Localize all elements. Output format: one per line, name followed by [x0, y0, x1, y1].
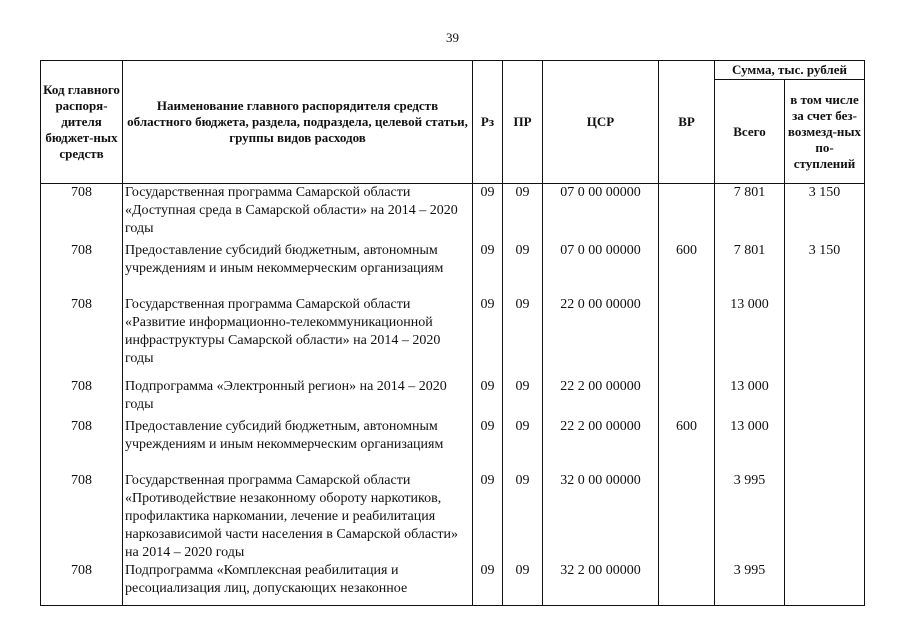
cell-name: Государственная программа Самарской области «Доступная среда в Самарской области» на 2014 – 2020 годы — [123, 184, 473, 242]
cell-grants — [785, 378, 865, 418]
cell-code: 708 — [41, 242, 123, 296]
cell-grants: 3 150 — [785, 242, 865, 296]
cell-name: Государственная программа Самарской области «Развитие информационно-телекоммуникационной инфраструктуры Самарской области» на 2014 – 2020 годы — [123, 296, 473, 378]
cell-pr: 09 — [503, 562, 543, 606]
cell-total: 3 995 — [715, 472, 785, 562]
cell-pr: 09 — [503, 296, 543, 378]
cell-vr — [659, 562, 715, 606]
cell-grants — [785, 472, 865, 562]
cell-rz: 09 — [473, 418, 503, 472]
cell-total: 13 000 — [715, 418, 785, 472]
header-csr: ЦСР — [543, 61, 659, 184]
header-rz: Рз — [473, 61, 503, 184]
cell-total: 13 000 — [715, 296, 785, 378]
header-row-top — [41, 61, 865, 80]
cell-csr: 32 0 00 00000 — [543, 472, 659, 562]
cell-rz: 09 — [473, 242, 503, 296]
table-row — [41, 378, 865, 418]
cell-csr: 32 2 00 00000 — [543, 562, 659, 606]
table-row — [41, 562, 865, 606]
cell-vr: 600 — [659, 242, 715, 296]
cell-grants — [785, 296, 865, 378]
cell-name: Подпрограмма «Электронный регион» на 2014 – 2020 годы — [123, 378, 473, 418]
cell-vr: 600 — [659, 418, 715, 472]
cell-vr — [659, 378, 715, 418]
cell-rz: 09 — [473, 184, 503, 242]
cell-name: Подпрограмма «Комплексная реабилитация и ресоциализация лиц, допускающих незаконное — [123, 562, 473, 606]
cell-code: 708 — [41, 296, 123, 378]
table-row — [41, 418, 865, 472]
header-grants: в том числе за счет без-возмезд-ных по-ступлений — [785, 80, 865, 184]
table-row — [41, 472, 865, 562]
cell-code: 708 — [41, 378, 123, 418]
header-sum: Сумма, тыс. рублей — [715, 61, 865, 80]
cell-total: 13 000 — [715, 378, 785, 418]
cell-vr — [659, 472, 715, 562]
cell-csr: 22 2 00 00000 — [543, 418, 659, 472]
cell-total: 3 995 — [715, 562, 785, 606]
cell-vr — [659, 184, 715, 242]
header-vr: ВР — [659, 61, 715, 184]
page-number: 39 — [446, 30, 459, 45]
cell-csr: 22 0 00 00000 — [543, 296, 659, 378]
table-row — [41, 296, 865, 378]
cell-vr — [659, 296, 715, 378]
header-code: Код главного распоря-дителя бюджет-ных средств — [41, 61, 123, 184]
cell-name: Предоставление субсидий бюджетным, автономным учреждениям и иным некоммерческим организациям — [123, 242, 473, 296]
cell-total: 7 801 — [715, 184, 785, 242]
table-row — [41, 242, 865, 296]
cell-rz: 09 — [473, 378, 503, 418]
cell-pr: 09 — [503, 184, 543, 242]
cell-rz: 09 — [473, 472, 503, 562]
cell-code: 708 — [41, 562, 123, 606]
cell-code: 708 — [41, 184, 123, 242]
cell-rz: 09 — [473, 296, 503, 378]
cell-pr: 09 — [503, 242, 543, 296]
cell-grants — [785, 562, 865, 606]
cell-name: Предоставление субсидий бюджетным, автономным учреждениям и иным некоммерческим организациям — [123, 418, 473, 472]
cell-rz: 09 — [473, 562, 503, 606]
cell-csr: 07 0 00 00000 — [543, 184, 659, 242]
cell-csr: 07 0 00 00000 — [543, 242, 659, 296]
cell-name: Государственная программа Самарской области «Противодействие незаконному обороту наркотиков, профилактика наркомании, лечение и реабилитация наркозависимой части населения в Самарской области» на 2014 – 2020 годы — [123, 472, 473, 562]
cell-total: 7 801 — [715, 242, 785, 296]
cell-code: 708 — [41, 472, 123, 562]
cell-grants: 3 150 — [785, 184, 865, 242]
header-pr: ПР — [503, 61, 543, 184]
header-total: Всего — [715, 80, 785, 184]
cell-pr: 09 — [503, 472, 543, 562]
cell-code: 708 — [41, 418, 123, 472]
header-name: Наименование главного распорядителя средств областного бюджета, раздела, подраздела, целевой статьи, группы видов расходов — [123, 61, 473, 184]
budget-table — [40, 60, 865, 606]
cell-pr: 09 — [503, 378, 543, 418]
cell-pr: 09 — [503, 418, 543, 472]
cell-csr: 22 2 00 00000 — [543, 378, 659, 418]
cell-grants — [785, 418, 865, 472]
table-row — [41, 184, 865, 242]
